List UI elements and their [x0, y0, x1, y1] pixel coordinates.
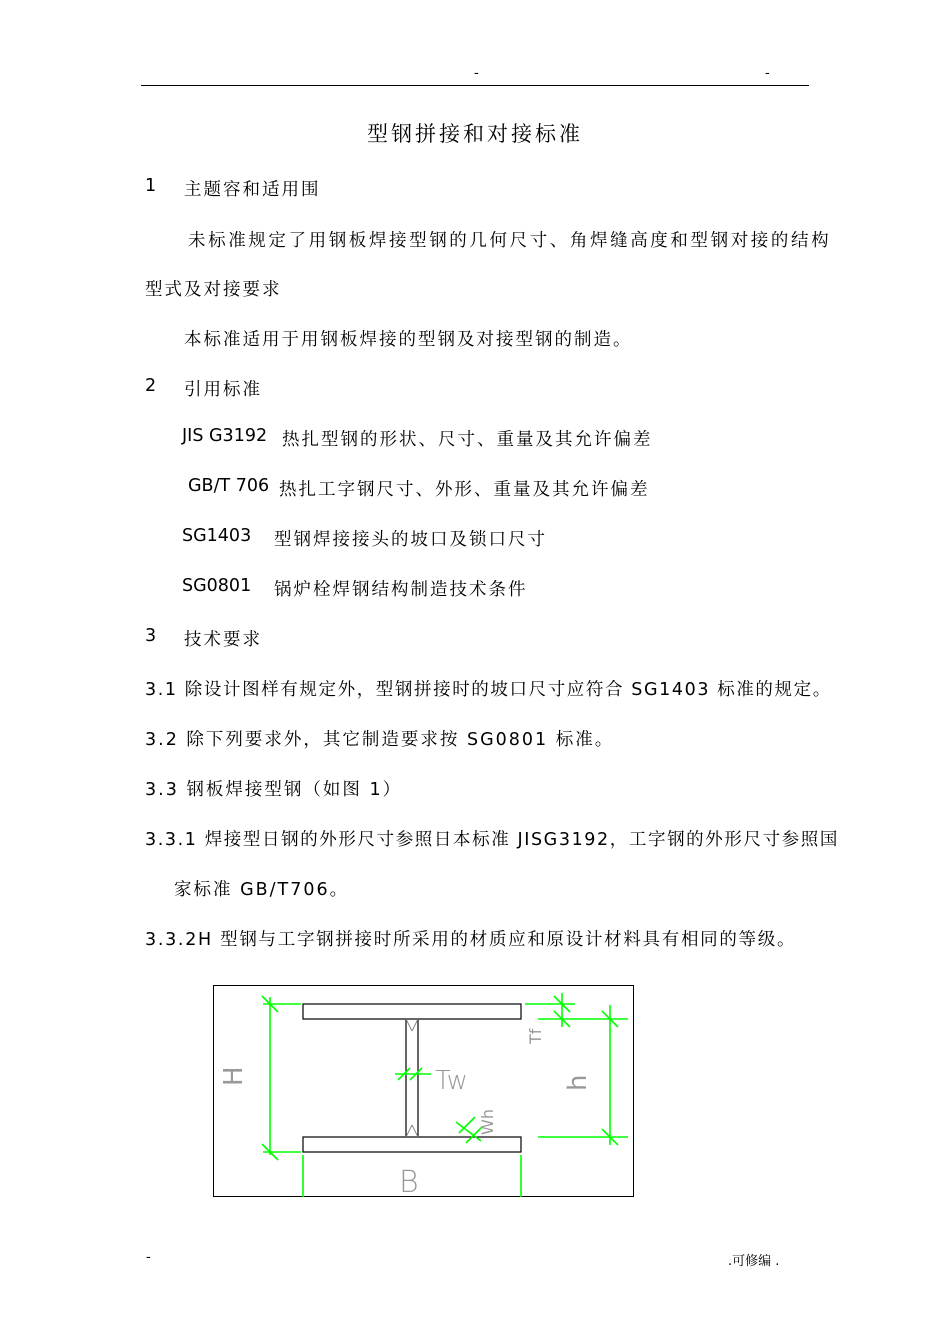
clause-3-2: 3.2 除下列要求外，其它制造要求按 SG0801 标准。 — [145, 730, 615, 750]
reference-code: GB/T 706 — [188, 476, 270, 496]
reference-description: 型钢焊接接头的坡口及锁口尺寸 — [274, 530, 547, 550]
bottom-flange — [303, 1137, 521, 1152]
reference-code: SG1403 — [182, 526, 252, 546]
section-1-paragraph-line-2: 型式及对接要求 — [145, 280, 282, 300]
clause-3-3-1-line-2: 家标准 GB/T706。 — [174, 880, 350, 900]
label-Wh: Wh — [478, 1109, 497, 1135]
reference-code: SG0801 — [182, 576, 252, 596]
header-mark-left: - — [474, 66, 479, 81]
clause-3-3: 3.3 钢板焊接型钢（如图 1） — [145, 780, 403, 800]
reference-description: 热扎型钢的形状、尺寸、重量及其允许偏差 — [282, 430, 653, 450]
fillet-weld — [406, 1019, 412, 1031]
footer-left-mark: - — [146, 1250, 151, 1265]
section-3-heading: 技术要求 — [184, 630, 262, 650]
fillet-weld — [412, 1125, 418, 1137]
reference-description: 热扎工字钢尺寸、外形、重量及其允许偏差 — [279, 480, 650, 500]
clause-3-3-1-line-1: 3.3.1 焊接型日钢的外形尺寸参照日本标准 JISG3192，工字钢的外形尺寸参照国 — [145, 830, 839, 850]
section-2-number: 2 — [145, 376, 157, 396]
clause-3-1: 3.1 除设计图样有规定外，型钢拼接时的坡口尺寸应符合 SG1403 标准的规定。 — [145, 680, 832, 700]
label-h: h — [563, 1074, 593, 1091]
label-Tw: Tw — [435, 1066, 468, 1096]
header-rule — [141, 85, 809, 86]
clause-3-3-2: 3.3.2H 型钢与工字钢拼接时所采用的材质应和原设计材料具有相同的等级。 — [145, 930, 797, 950]
top-flange — [303, 1004, 521, 1019]
reference-description: 锅炉栓焊钢结构制造技术条件 — [274, 580, 528, 600]
reference-code: JIS G3192 — [182, 426, 268, 446]
fillet-weld — [412, 1019, 418, 1031]
section-1-number: 1 — [145, 176, 157, 196]
section-1-paragraph-2: 本标准适用于用钢板焊接的型钢及对接型钢的制造。 — [184, 330, 633, 350]
h-beam-cross-section-figure — [213, 985, 635, 1199]
footer-editable-note: .可修编 . — [728, 1254, 780, 1269]
document-title: 型钢拼接和对接标准 — [367, 122, 583, 146]
section-1-heading: 主题容和适用围 — [184, 180, 321, 200]
label-H: H — [219, 1066, 249, 1086]
label-B: B — [399, 1165, 419, 1199]
section-1-paragraph-line-1: 未标准规定了用钢板焊接型钢的几何尺寸、角焊缝高度和型钢对接的结构 — [188, 231, 832, 251]
header-mark-right: - — [765, 66, 770, 81]
fillet-weld — [406, 1125, 412, 1137]
section-3-number: 3 — [145, 626, 157, 646]
label-Tf: Tf — [526, 1028, 545, 1044]
section-2-heading: 引用标准 — [184, 380, 262, 400]
